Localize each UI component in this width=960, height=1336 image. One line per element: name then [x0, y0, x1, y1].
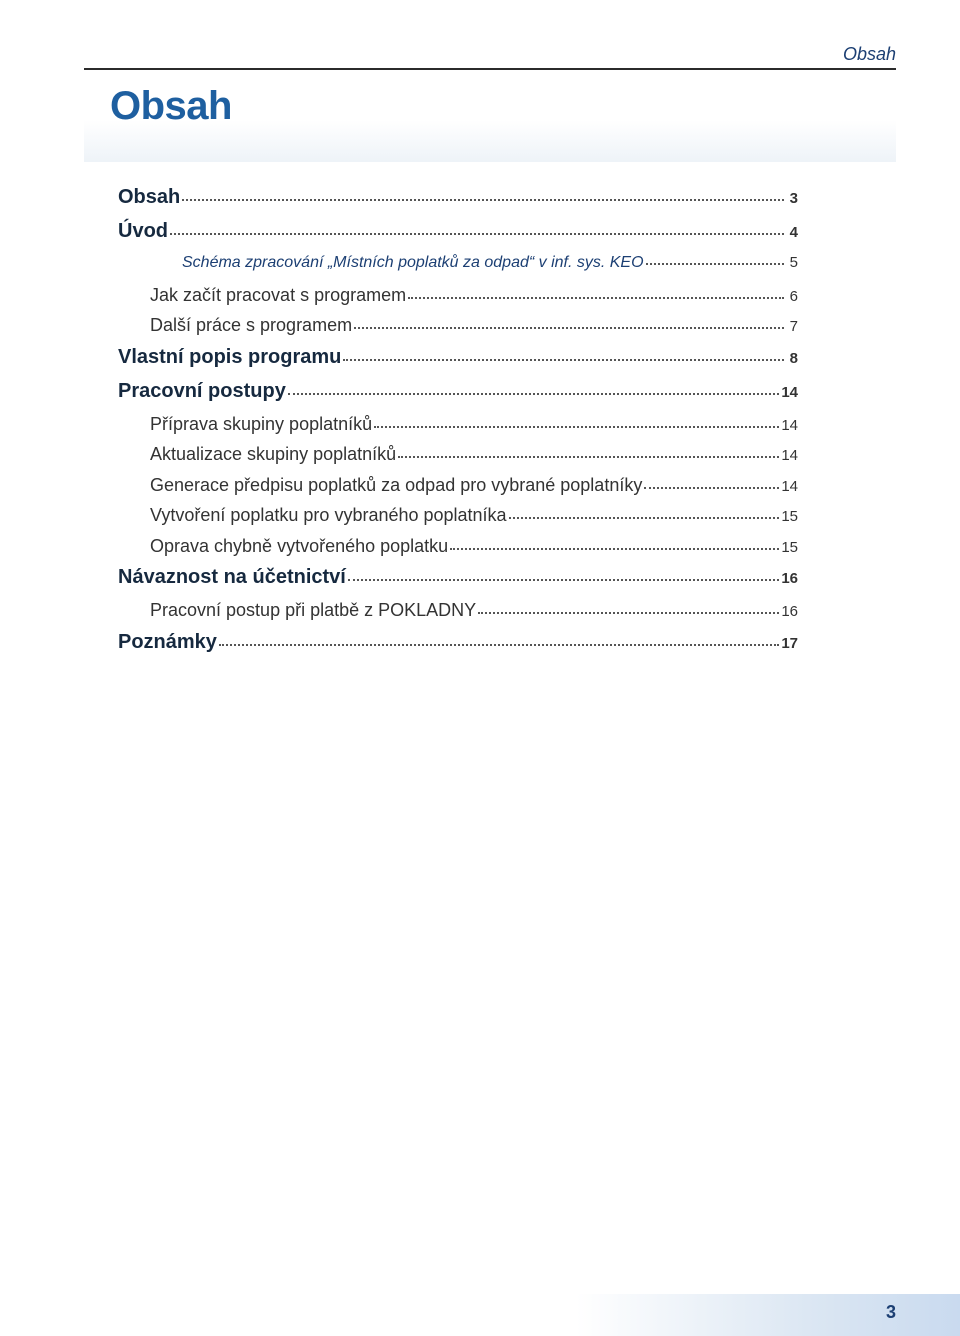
- toc-entry-title: Příprava skupiny poplatníků: [150, 413, 373, 434]
- toc-entry-title: Pracovní postup při platbě z POKLADNY: [150, 600, 477, 620]
- toc-entry[interactable]: [118, 285, 798, 316]
- toc-page-number: 7: [789, 318, 798, 335]
- toc-dot-leader: [170, 233, 784, 235]
- table-of-contents: [118, 186, 798, 665]
- toc-page-number: 16: [781, 603, 798, 620]
- toc-entry[interactable]: [118, 254, 798, 285]
- toc-entry-title: Úvod: [118, 220, 168, 242]
- toc-dot-leader: [348, 579, 779, 581]
- running-header: Obsah: [842, 44, 896, 64]
- toc-dot-leader: [646, 263, 784, 265]
- toc-entry[interactable]: [118, 600, 798, 631]
- toc-entry[interactable]: [118, 631, 798, 665]
- footer-band: [576, 1294, 960, 1336]
- toc-page-number: 6: [789, 287, 798, 305]
- toc-entry[interactable]: [118, 380, 798, 414]
- page-number: 3: [885, 1302, 896, 1322]
- toc-entry-title: Vlastní popis programu: [118, 345, 342, 368]
- toc-entry-title: Jak začít pracovat s programem: [150, 284, 407, 305]
- toc-entry[interactable]: [118, 505, 798, 536]
- toc-entry-title: Schéma zpracování „Místních poplatků za odpad“ v inf. sys. KEO: [182, 254, 644, 271]
- toc-entry-title: Aktualizace skupiny poplatníků: [150, 444, 397, 464]
- toc-entry-title: Oprava chybně vytvořeného poplatku: [150, 535, 449, 556]
- toc-entry-title: Vytvoření poplatku pro vybraného poplatníka: [150, 505, 507, 525]
- toc-entry-title: Generace předpisu poplatků za odpad pro vybrané poplatníky: [150, 474, 643, 495]
- toc-dot-leader: [288, 393, 780, 395]
- toc-page-number: 16: [781, 570, 798, 587]
- toc-page-number: 8: [789, 349, 798, 367]
- toc-dot-leader: [374, 426, 779, 428]
- toc-page-number: 4: [789, 224, 798, 241]
- toc-page-number: 15: [781, 508, 798, 525]
- toc-dot-leader: [450, 548, 779, 550]
- toc-entry-title: Další práce s programem: [150, 315, 353, 335]
- toc-page-number: 14: [781, 477, 798, 495]
- toc-dot-leader: [219, 644, 779, 646]
- toc-entry[interactable]: [118, 444, 798, 475]
- toc-entry[interactable]: [118, 186, 798, 220]
- toc-entry[interactable]: [118, 414, 798, 445]
- toc-page-number: 3: [789, 190, 798, 207]
- toc-entry[interactable]: [118, 346, 798, 380]
- toc-dot-leader: [509, 517, 780, 519]
- toc-page-number: 5: [789, 254, 798, 271]
- toc-dot-leader: [478, 612, 779, 614]
- header-rule: [84, 68, 896, 70]
- toc-page-number: 14: [781, 416, 798, 434]
- page-title: Obsah: [110, 84, 232, 128]
- toc-dot-leader: [398, 456, 779, 458]
- toc-entry[interactable]: [118, 315, 798, 346]
- toc-entry-title: Návaznost na účetnictví: [118, 566, 346, 588]
- toc-page-number: 15: [781, 538, 798, 556]
- toc-page-number: 17: [781, 634, 798, 652]
- toc-page-number: 14: [781, 383, 798, 401]
- toc-dot-leader: [343, 359, 784, 361]
- toc-entry[interactable]: [118, 566, 798, 600]
- toc-dot-leader: [182, 199, 784, 201]
- toc-entry[interactable]: [118, 220, 798, 254]
- toc-page-number: 14: [781, 447, 798, 464]
- toc-entry-title: Pracovní postupy: [118, 379, 286, 402]
- toc-dot-leader: [354, 327, 784, 329]
- toc-dot-leader: [644, 487, 779, 489]
- toc-entry[interactable]: [118, 475, 798, 506]
- toc-entry-title: Obsah: [118, 186, 181, 208]
- toc-entry[interactable]: [118, 536, 798, 567]
- toc-entry-title: Poznámky: [118, 630, 217, 653]
- toc-dot-leader: [408, 297, 784, 299]
